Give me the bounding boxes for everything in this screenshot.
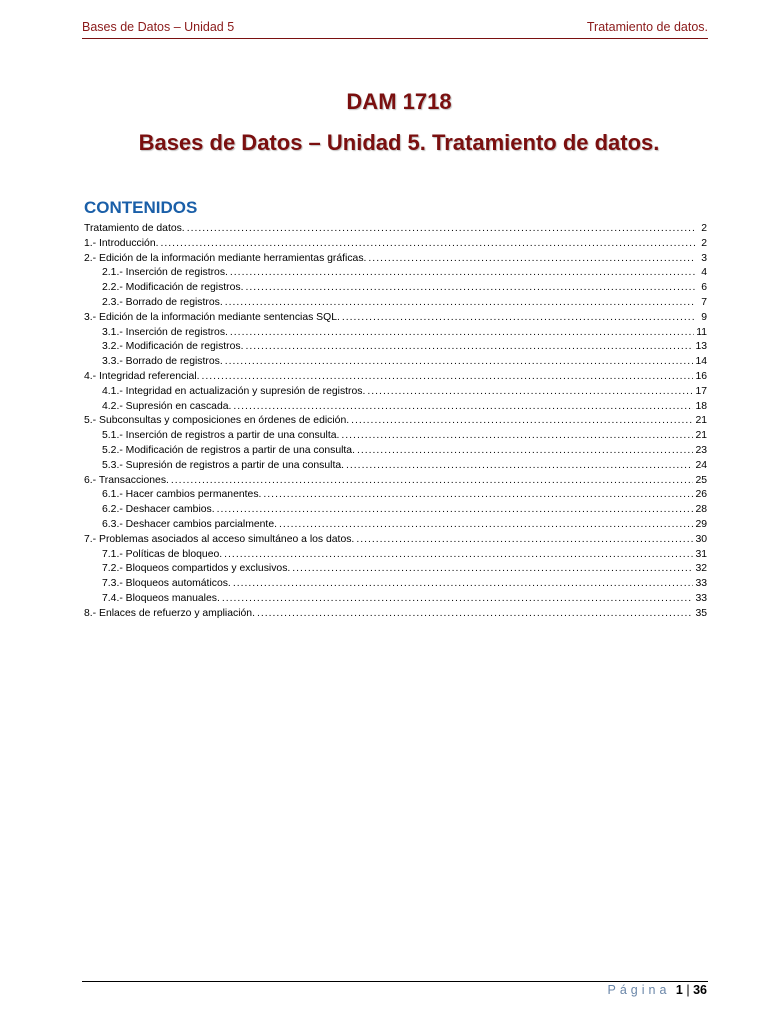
toc-dot-leader [346, 459, 693, 474]
toc-entry-label: 6.2.- Deshacer cambios. [102, 504, 215, 516]
footer-separator: | [686, 983, 690, 997]
toc-entry[interactable] [84, 488, 707, 503]
document-title: Bases de Datos – Unidad 5. Tratamiento de datos. [138, 130, 660, 155]
footer-current-page: 1 [675, 983, 683, 997]
toc-entry[interactable] [84, 385, 707, 400]
toc-dot-leader [368, 252, 695, 267]
toc-entry[interactable] [84, 518, 707, 533]
toc-dot-leader [222, 592, 694, 607]
toc-entry[interactable] [84, 222, 707, 237]
toc-entry-page: 28 [695, 504, 707, 516]
contents-heading: CONTENIDOS [84, 198, 198, 217]
toc-entry-label: 3.2.- Modificación de registros. [102, 341, 244, 353]
toc-entry-label: 5.1.- Inserción de registros a partir de una consulta. [102, 430, 340, 442]
toc-entry-page: 23 [695, 444, 707, 456]
toc-entry-page: 14 [695, 356, 707, 368]
toc-entry-page: 11 [696, 326, 707, 338]
toc-dot-leader [230, 266, 695, 281]
toc-dot-leader [230, 326, 694, 341]
footer-page-label: Página [607, 983, 671, 997]
toc-entry-label: 2.2.- Modificación de registros. [102, 282, 244, 294]
toc-entry-label: 8.- Enlaces de refuerzo y ampliación. [84, 607, 255, 619]
toc-entry[interactable] [84, 252, 707, 267]
toc-entry-page: 30 [695, 533, 707, 545]
toc-entry-label: 5.2.- Modificación de registros a partir de una consulta. [102, 444, 355, 456]
toc-entry-label: 7.1.- Políticas de bloqueo. [102, 548, 223, 560]
page-footer [608, 983, 708, 997]
toc-entry[interactable] [84, 562, 707, 577]
toc-entry-page: 33 [695, 578, 707, 590]
toc-entry-label: Tratamiento de datos. [84, 223, 185, 234]
toc-dot-leader [257, 607, 693, 622]
table-of-contents [84, 222, 707, 622]
toc-entry-page: 9 [701, 311, 707, 323]
toc-entry-page: 17 [695, 385, 707, 397]
page-header [82, 18, 708, 39]
toc-entry-label: 5.- Subconsultas y composiciones en órdenes de edición. [84, 415, 350, 427]
toc-entry[interactable] [84, 503, 707, 518]
toc-dot-leader [224, 548, 693, 563]
toc-entry[interactable] [84, 266, 707, 281]
toc-entry-label: 3.- Edición de la información mediante sentencias SQL. [84, 311, 340, 323]
toc-dot-leader [342, 311, 695, 326]
toc-dot-leader [367, 385, 693, 400]
toc-entry-page: 21 [695, 430, 707, 442]
toc-entry-page: 16 [695, 370, 707, 382]
toc-dot-leader [171, 474, 694, 489]
toc-entry-page: 25 [695, 474, 707, 486]
toc-entry[interactable] [84, 444, 707, 459]
toc-dot-leader [263, 488, 693, 503]
toc-dot-leader [161, 237, 695, 252]
toc-dot-leader [187, 222, 695, 237]
document-title-code: DAM 1718 [346, 89, 452, 114]
toc-dot-leader [246, 340, 694, 355]
toc-entry-page: 32 [695, 563, 707, 575]
toc-entry-label: 3.1.- Inserción de registros. [102, 326, 228, 338]
toc-entry-page: 7 [701, 296, 707, 308]
toc-dot-leader [202, 370, 694, 385]
toc-entry[interactable] [84, 400, 707, 415]
toc-entry[interactable] [84, 281, 707, 296]
toc-entry-label: 6.1.- Hacer cambios permanentes. [102, 489, 262, 501]
toc-entry-page: 2 [701, 237, 707, 249]
toc-entry-label: 2.- Edición de la información mediante herramientas gráficas. [84, 252, 367, 264]
toc-entry-label: 3.3.- Borrado de registros. [102, 356, 223, 368]
toc-entry-page: 4 [701, 267, 707, 279]
toc-entry-page: 13 [695, 341, 707, 353]
footer-divider [82, 981, 708, 982]
toc-entry-label: 4.- Integridad referencial. [84, 370, 200, 382]
toc-entry-label: 4.1.- Integridad en actualización y supresión de registros. [102, 385, 366, 397]
toc-entry-page: 24 [695, 459, 707, 471]
toc-entry[interactable] [84, 592, 707, 607]
toc-entry[interactable] [84, 326, 707, 341]
toc-entry-label: 6.- Transacciones. [84, 474, 169, 486]
toc-entry[interactable] [84, 459, 707, 474]
toc-entry-page: 35 [695, 607, 707, 619]
toc-entry[interactable] [84, 548, 707, 563]
toc-entry[interactable] [84, 533, 707, 548]
toc-entry-page: 6 [701, 282, 707, 294]
footer-total-pages: 36 [693, 983, 707, 997]
toc-entry[interactable] [84, 296, 707, 311]
toc-entry[interactable] [84, 429, 707, 444]
toc-dot-leader [351, 414, 693, 429]
toc-dot-leader [341, 429, 693, 444]
toc-dot-leader [225, 355, 694, 370]
toc-entry-label: 7.4.- Bloqueos manuales. [102, 592, 220, 604]
toc-entry[interactable] [84, 370, 707, 385]
toc-entry[interactable] [84, 340, 707, 355]
toc-entry-page: 18 [695, 400, 707, 412]
toc-entry-page: 21 [695, 415, 707, 427]
toc-entry-label: 7.2.- Bloqueos compartidos y exclusivos. [102, 563, 291, 575]
toc-entry-label: 6.3.- Deshacer cambios parcialmente. [102, 518, 277, 530]
header-course-title: Bases de Datos – Unidad 5 [82, 20, 235, 34]
toc-entry-page: 33 [695, 592, 707, 604]
toc-entry[interactable] [84, 607, 707, 622]
toc-entry[interactable] [84, 237, 707, 252]
toc-dot-leader [246, 281, 696, 296]
toc-entry-label: 1.- Introducción. [84, 237, 159, 249]
toc-dot-leader [279, 518, 693, 533]
toc-entry[interactable] [84, 355, 707, 370]
toc-dot-leader [225, 296, 695, 311]
toc-entry-page: 2 [701, 223, 707, 234]
toc-entry-page: 26 [695, 489, 707, 501]
toc-entry-page: 31 [695, 548, 707, 560]
toc-entry[interactable] [84, 311, 707, 326]
toc-dot-leader [356, 533, 693, 548]
toc-entry[interactable] [84, 414, 707, 429]
toc-entry-label: 7.- Problemas asociados al acceso simultáneo a los datos. [84, 533, 355, 545]
toc-entry-label: 4.2.- Supresión en cascada. [102, 400, 232, 412]
toc-entry[interactable] [84, 474, 707, 489]
header-section-title: Tratamiento de datos. [586, 20, 708, 34]
toc-entry-label: 5.3.- Supresión de registros a partir de una consulta. [102, 459, 345, 471]
toc-entry-label: 2.3.- Borrado de registros. [102, 296, 223, 308]
toc-dot-leader [233, 400, 693, 415]
toc-dot-leader [357, 444, 693, 459]
toc-entry[interactable] [84, 577, 707, 592]
toc-dot-leader [292, 562, 693, 577]
toc-dot-leader [217, 503, 694, 518]
toc-entry-label: 2.1.- Inserción de registros. [102, 267, 228, 279]
toc-entry-page: 29 [695, 518, 707, 530]
toc-entry-label: 7.3.- Bloqueos automáticos. [102, 578, 231, 590]
toc-dot-leader [233, 577, 694, 592]
toc-entry-page: 3 [701, 252, 707, 264]
